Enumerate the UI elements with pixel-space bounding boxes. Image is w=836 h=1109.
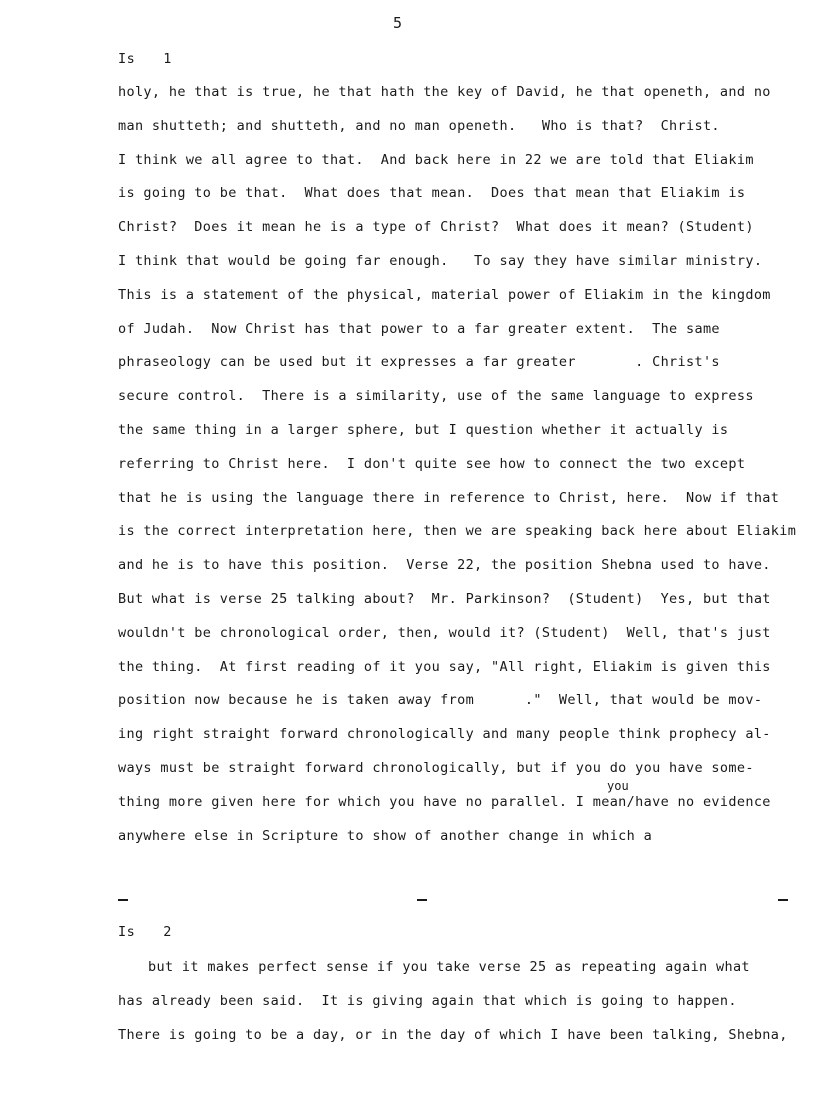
text-line: ing right straight forward chronologically and many people think prophecy al- xyxy=(118,726,771,743)
text-line: has already been said. It is giving again that which is going to happen. xyxy=(118,992,737,1009)
text-line: that he is using the language there in reference to Christ, here. Now if that xyxy=(118,489,780,506)
section-number: 1 xyxy=(163,51,172,67)
transcript-block-2 xyxy=(118,957,808,1058)
text-line: This is a statement of the physical, material power of Eliakim in the kingdom xyxy=(118,286,771,303)
text-line: the thing. At first reading of it you say, "All right, Eliakim is given this xyxy=(118,658,771,675)
text-line: thing more given here for which you have no parallel. I mean/have no evidence xyxy=(118,793,771,810)
page-break-mark-center xyxy=(417,899,427,901)
text-line: referring to Christ here. I don't quite see how to connect the two except xyxy=(118,455,746,472)
text-line: But what is verse 25 talking about? Mr. Parkinson? (Student) Yes, but that xyxy=(118,590,771,607)
text-line: wouldn't be chronological order, then, would it? (Student) Well, that's just xyxy=(118,624,771,641)
page-number: 5 xyxy=(393,14,403,32)
text-line: Christ? Does it mean he is a type of Christ? What does it mean? (Student) xyxy=(118,219,754,236)
section-label: Is xyxy=(118,51,136,67)
text-line: is the correct interpretation here, then we are speaking back here about Eliakim xyxy=(118,523,797,540)
text-line: position now because he is taken away from ." Well, that would be mov- xyxy=(118,692,763,709)
text-line: phraseology can be used but it expresses a far greater . Christ's xyxy=(118,354,720,371)
text-line: ways must be straight forward chronologically, but if you do you have some- xyxy=(118,759,754,776)
text-line: but it makes perfect sense if you take verse 25 as repeating again what xyxy=(148,959,750,975)
text-line: man shutteth; and shutteth, and no man openeth. Who is that? Christ. xyxy=(118,117,720,134)
text-line: There is going to be a day, or in the day of which I have been talking, Shebna, xyxy=(118,1026,788,1043)
text-line: secure control. There is a similarity, use of the same language to express xyxy=(118,388,754,405)
text-line: is going to be that. What does that mean. Does that mean that Eliakim is xyxy=(118,185,746,202)
text-line: the same thing in a larger sphere, but I question whether it actually is xyxy=(118,421,729,438)
interlinear-insert: you xyxy=(607,779,629,793)
section-number: 2 xyxy=(163,924,172,940)
section-header-1 xyxy=(118,51,172,67)
section-header-2 xyxy=(118,924,172,940)
text-line: of Judah. Now Christ has that power to a far greater extent. The same xyxy=(118,320,720,337)
page-break-mark-right xyxy=(778,899,788,901)
text-line: and he is to have this position. Verse 22, the position Shebna used to have. xyxy=(118,557,771,574)
page-break-mark-left xyxy=(118,899,128,901)
text-line: I think we all agree to that. And back here in 22 we are told that Eliakim xyxy=(118,151,754,168)
transcript-block-1 xyxy=(118,82,808,859)
text-line: I think that would be going far enough. To say they have similar ministry. xyxy=(118,252,763,269)
text-line: anywhere else in Scripture to show of another change in which a xyxy=(118,827,653,844)
text-line: holy, he that is true, he that hath the key of David, he that openeth, and no xyxy=(118,84,771,100)
section-label: Is xyxy=(118,924,136,940)
